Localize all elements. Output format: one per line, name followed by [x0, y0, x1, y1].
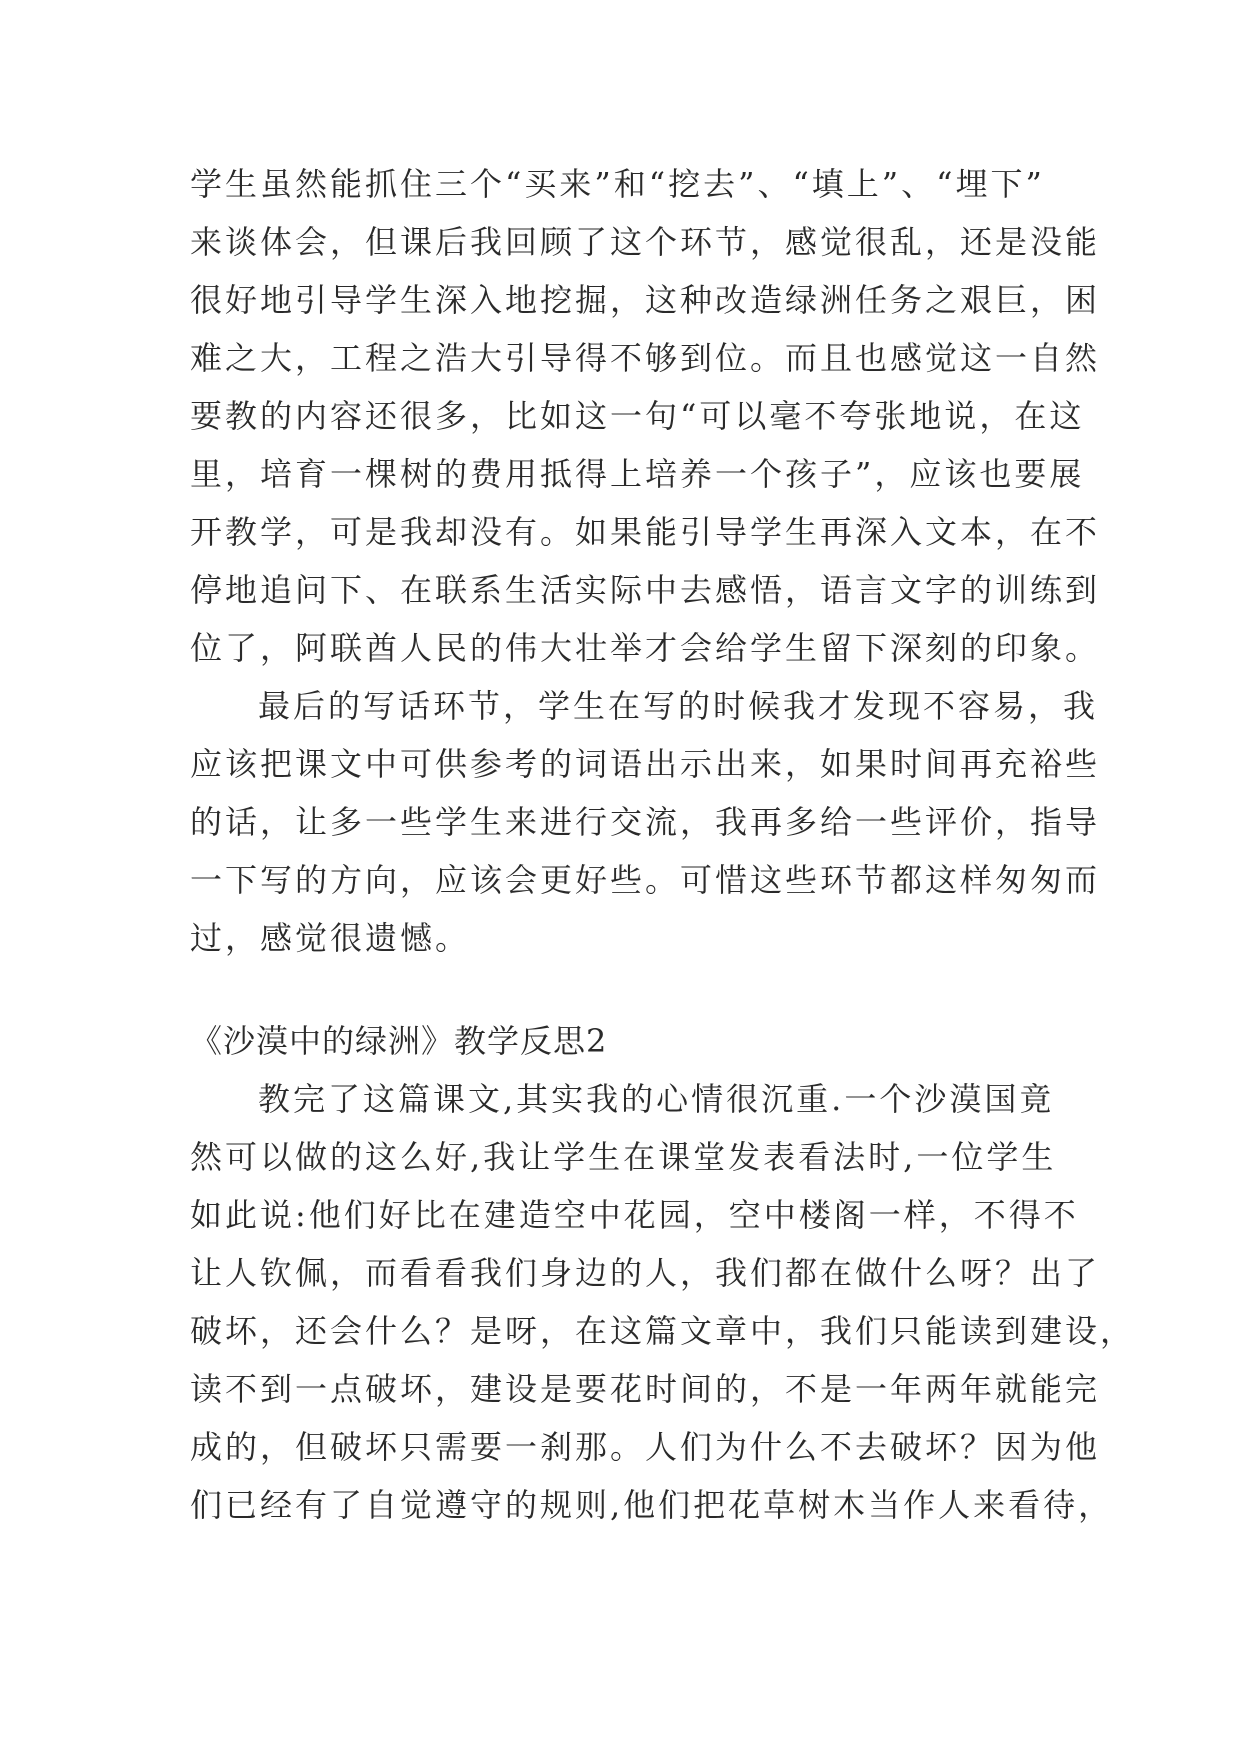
paragraph-first-line: 最后的写话环节，学生在写的时候我才发现不容易，我: [258, 687, 1099, 725]
text-line: 里，培育一棵树的费用抵得上培养一个孩子”，应该也要展: [190, 455, 1085, 493]
text-line: 停地追问下、在联系生活实际中去感悟，语言文字的训练到: [190, 571, 1101, 609]
section-2-body: [190, 1012, 1136, 1534]
text-line: 如此说:他们好比在建造空中花园，空中楼阁一样，不得不: [190, 1196, 1079, 1234]
text-line: 开教学，可是我却没有。如果能引导学生再深入文本，在不: [190, 513, 1101, 551]
text-line: 的话，让多一些学生来进行交流，我再多给一些评价，指导: [190, 803, 1101, 841]
text-line: 学生虽然能抓住三个“买来”和“挖去”、“填上”、“埋下”: [190, 165, 1045, 203]
text-line: 破坏，还会什么？是呀，在这篇文章中，我们只能读到建设，: [190, 1312, 1136, 1350]
text-line: 过，感觉很遗憾。: [190, 919, 471, 957]
section-heading: 《沙漠中的绿洲》教学反思2: [190, 1022, 608, 1060]
text-line: 们已经有了自觉遵守的规则,他们把花草树木当作人来看待，: [190, 1486, 1114, 1524]
text-line: 来谈体会，但课后我回顾了这个环节，感觉很乱，还是没能: [190, 223, 1101, 261]
text-line: 一下写的方向，应该会更好些。可惜这些环节都这样匆匆而: [190, 861, 1101, 899]
text-line: 读不到一点破坏，建设是要花时间的，不是一年两年就能完: [190, 1370, 1101, 1408]
text-line: 很好地引导学生深入地挖掘，这种改造绿洲任务之艰巨，困: [190, 281, 1101, 319]
text-line: 让人钦佩，而看看我们身边的人，我们都在做什么呀？出了: [190, 1254, 1101, 1292]
text-line: 位了，阿联酋人民的伟大壮举才会给学生留下深刻的印象。: [190, 629, 1101, 667]
section-1-body: [190, 155, 1101, 967]
paragraph-first-line: 教完了这篇课文,其实我的心情很沉重.一个沙漠国竟: [258, 1080, 1055, 1118]
text-line: 成的，但破坏只需要一刹那。人们为什么不去破坏？因为他: [190, 1428, 1101, 1466]
text-line: 难之大，工程之浩大引导得不够到位。而且也感觉这一自然: [190, 339, 1101, 377]
text-line: 要教的内容还很多，比如这一句“可以毫不夸张地说，在这: [190, 397, 1085, 435]
text-line: 然可以做的这么好,我让学生在课堂发表看法时,一位学生: [190, 1138, 1057, 1176]
text-line: 应该把课文中可供参考的词语出示出来，如果时间再充裕些: [190, 745, 1101, 783]
